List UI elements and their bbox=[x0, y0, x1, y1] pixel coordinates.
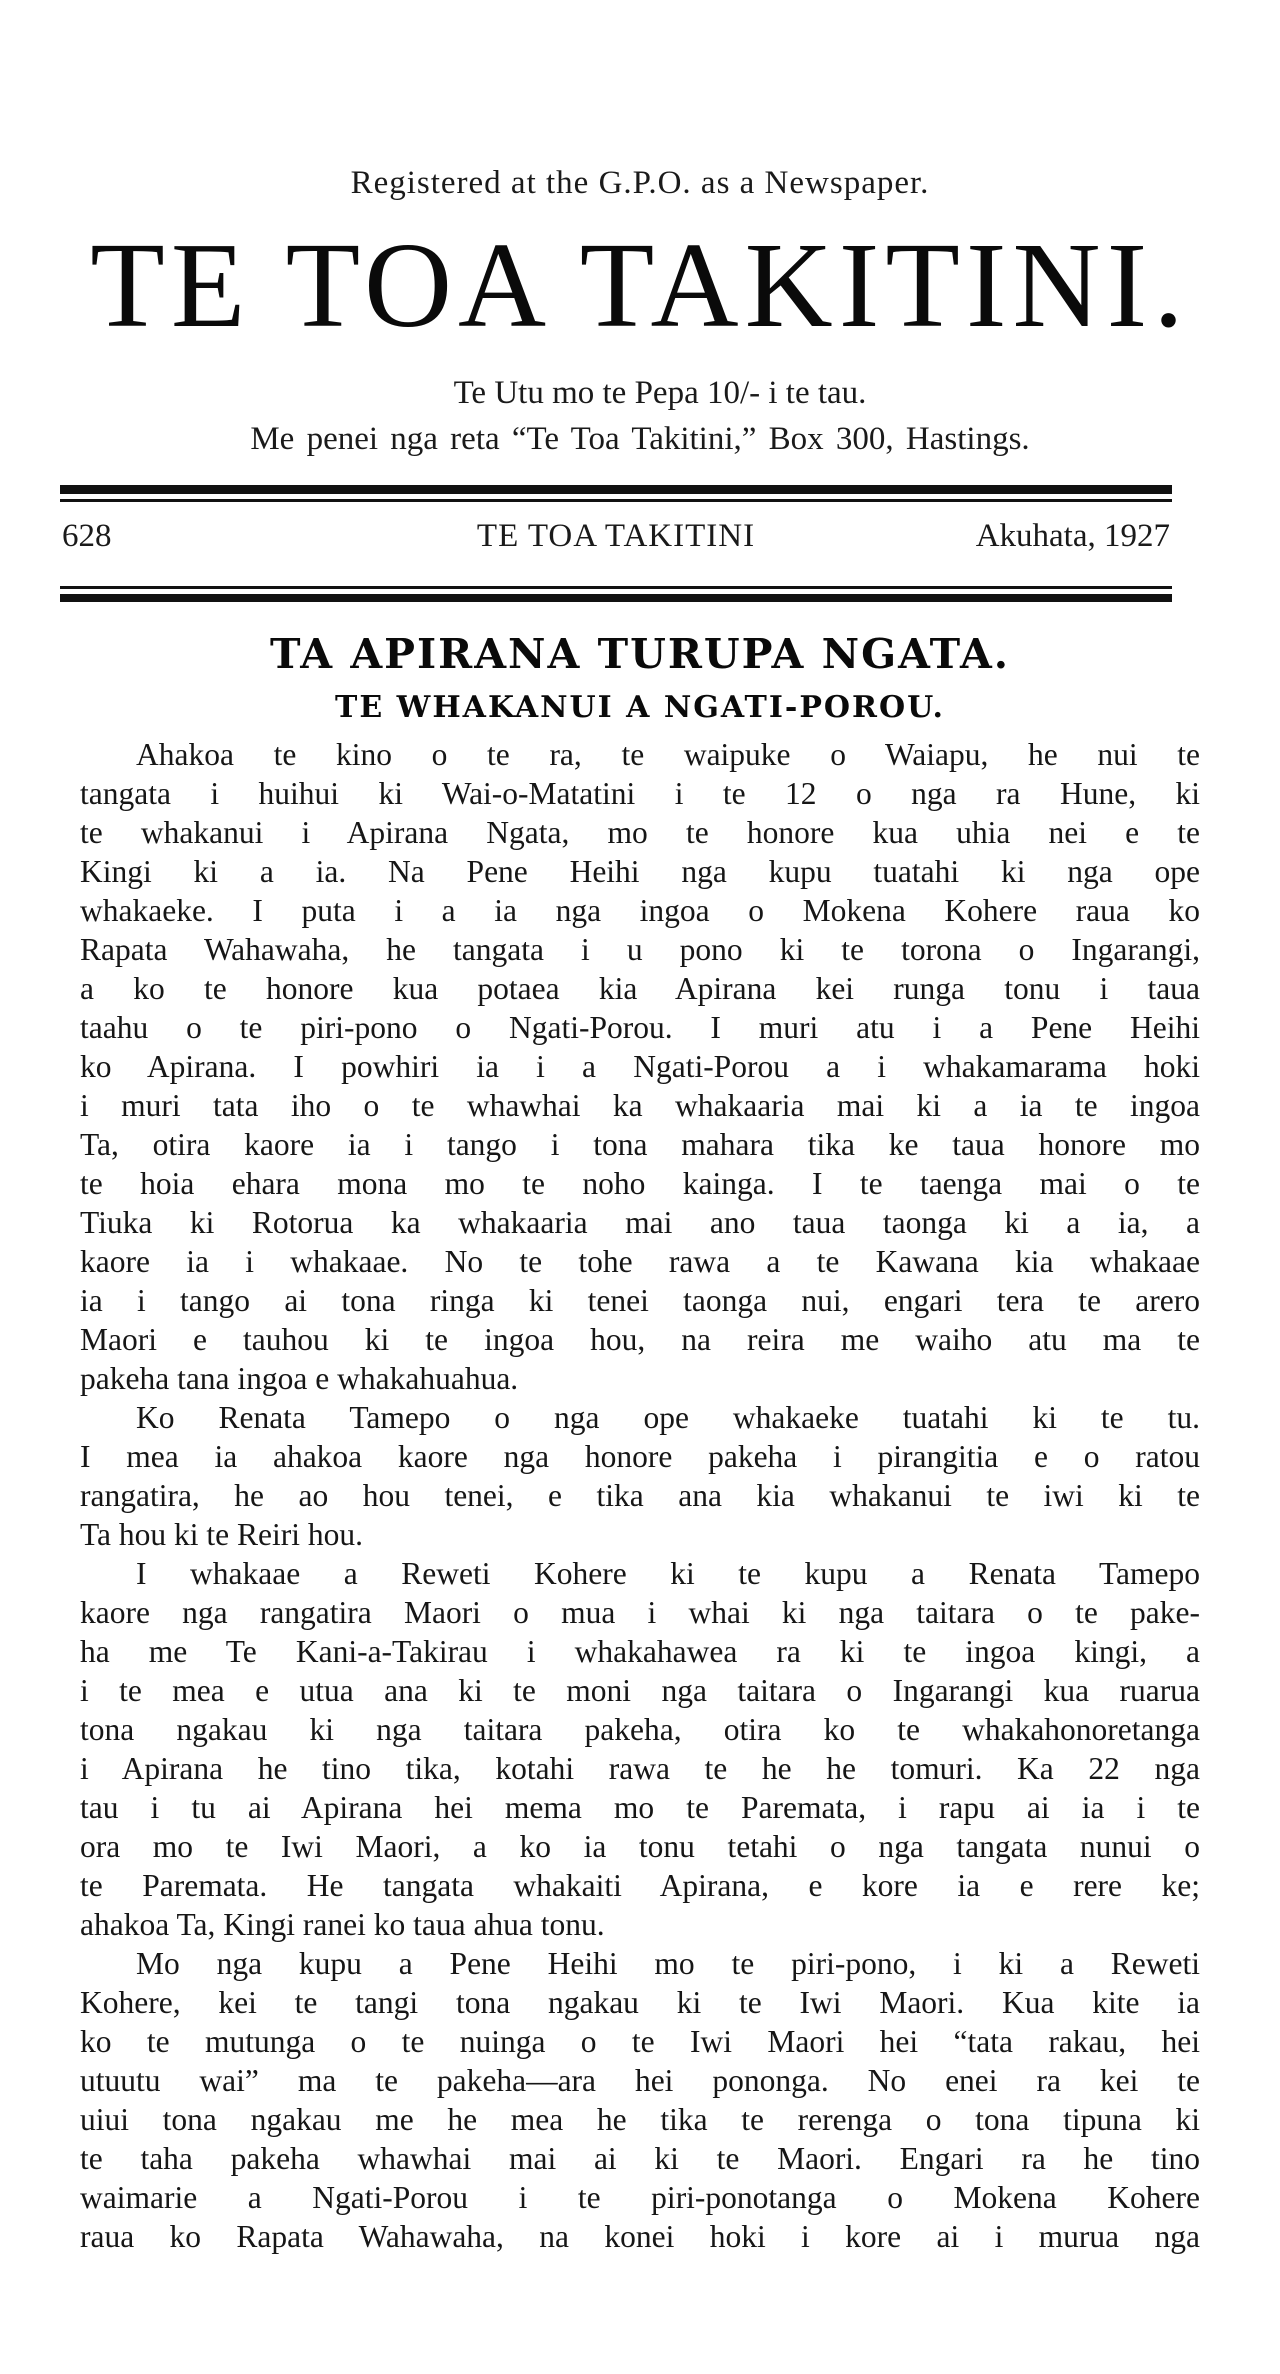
body-line: te taha pakeha whawhai mai ai ki te Maori. Engari ra he tino bbox=[80, 2141, 1200, 2176]
body-line: utuutu wai” ma te pakeha—ara hei pononga. No enei ra kei te bbox=[80, 2063, 1200, 2098]
body-line: ahakoa Ta, Kingi ranei ko taua ahua tonu. bbox=[80, 1907, 605, 1942]
body-line: I whakaae a Reweti Kohere ki te kupu a Renata Tamepo bbox=[136, 1556, 1200, 1591]
body-line: tau i tu ai Apirana hei mema mo te Paremata, i rapu ai ia i te bbox=[80, 1790, 1200, 1825]
body-line: Kohere, kei te tangi tona ngakau ki te Iwi Maori. Kua kite ia bbox=[80, 1985, 1200, 2020]
body-line: ora mo te Iwi Maori, a ko ia tonu tetahi o nga tangata nunui o bbox=[80, 1829, 1200, 1864]
header-rule-thin bbox=[60, 499, 1172, 502]
registration-notice: Registered at the G.P.O. as a Newspaper. bbox=[350, 165, 930, 201]
body-line: ko Apirana. I powhiri ia i a Ngati-Porou a i whakamarama hoki bbox=[80, 1049, 1200, 1084]
body-line: I mea ia ahakoa kaore nga honore pakeha i pirangitia e o ratou bbox=[80, 1439, 1200, 1474]
body-line: ha me Te Kani-a-Takirau i whakahawea ra ki te ingoa kingi, a bbox=[80, 1634, 1200, 1669]
body-line: Kingi ki a ia. Na Pene Heihi nga kupu tuatahi ki nga ope bbox=[80, 854, 1200, 889]
body-line: kaore ia i whakaae. No te tohe rawa a te Kawana kia whakaae bbox=[80, 1244, 1200, 1279]
folio-line bbox=[62, 518, 1170, 562]
body-line: rangatira, he ao hou tenei, e tika ana kia whakanui te iwi ki te bbox=[80, 1478, 1200, 1513]
header-rule-thick bbox=[60, 485, 1172, 494]
body-line: whakaeke. I puta i a ia nga ingoa o Mokena Kohere raua ko bbox=[80, 893, 1200, 928]
body-line: Ahakoa te kino o te ra, te waipuke o Waiapu, he nui te bbox=[136, 737, 1200, 772]
body-line: te Paremata. He tangata whakaiti Apirana, e kore ia e rere ke; bbox=[80, 1868, 1200, 1903]
body-line: ia i tango ai tona ringa ki tenei taonga nui, engari tera te arero bbox=[80, 1283, 1200, 1318]
body-line: Ta, otira kaore ia i tango i tona mahara tika ke taua honore mo bbox=[80, 1127, 1200, 1162]
article-body bbox=[80, 735, 1200, 2256]
body-line: ko te mutunga o te nuinga o te Iwi Maori hei “tata rakau, hei bbox=[80, 2024, 1200, 2059]
body-line: Maori e tauhou ki te ingoa hou, na reira me waiho atu ma te bbox=[80, 1322, 1200, 1357]
body-line: tona ngakau ki nga taitara pakeha, otira ko te whakahonoretanga bbox=[80, 1712, 1200, 1747]
body-line: raua ko Rapata Wahawaha, na konei hoki i kore ai i murua nga bbox=[80, 2219, 1200, 2254]
issue-date: Akuhata, 1927 bbox=[975, 518, 1170, 554]
body-line: kaore nga rangatira Maori o mua i whai ki nga taitara o te pake- bbox=[80, 1595, 1200, 1630]
body-line: te hoia ehara mona mo te noho kainga. I te taenga mai o te bbox=[80, 1166, 1200, 1201]
mailing-address: Me penei nga reta “Te Toa Takitini,” Box 300, Hastings. bbox=[250, 421, 1030, 457]
masthead-title: TE TOA TAKITINI. bbox=[90, 218, 1190, 353]
body-line: Mo nga kupu a Pene Heihi mo te piri-pono, i ki a Reweti bbox=[136, 1946, 1200, 1981]
body-line: Ta hou ki te Reiri hou. bbox=[80, 1517, 363, 1552]
subscription-price: Te Utu mo te Pepa 10/- i te tau. bbox=[453, 375, 867, 411]
folio-paper-name: TE TOA TAKITINI bbox=[476, 518, 756, 554]
body-line: te whakanui i Apirana Ngata, mo te honore kua uhia nei e te bbox=[80, 815, 1200, 850]
page-number: 628 bbox=[62, 518, 112, 554]
body-line: uiui tona ngakau me he mea he tika te rerenga o tona tipuna ki bbox=[80, 2102, 1200, 2137]
article-subheading: TE WHAKANUI A NGATI-POROU. bbox=[335, 690, 945, 725]
body-line: waimarie a Ngati-Porou i te piri-ponotanga o Mokena Kohere bbox=[80, 2180, 1200, 2215]
body-line: tangata i huihui ki Wai-o-Matatini i te 12 o nga ra Hune, ki bbox=[80, 776, 1200, 811]
body-line: Rapata Wahawaha, he tangata i u pono ki te torona o Ingarangi, bbox=[80, 932, 1200, 967]
folio-rule-thin bbox=[60, 586, 1172, 589]
folio-rule-thick bbox=[60, 594, 1172, 602]
article-headline: TA APIRANA TURUPA NGATA. bbox=[269, 630, 1011, 678]
body-line: i muri tata iho o te whawhai ka whakaaria mai ki a ia te ingoa bbox=[80, 1088, 1200, 1123]
body-line: Ko Renata Tamepo o nga ope whakaeke tuatahi ki te tu. bbox=[136, 1400, 1200, 1435]
body-line: pakeha tana ingoa e whakahuahua. bbox=[80, 1361, 519, 1396]
body-line: i te mea e utua ana ki te moni nga taitara o Ingarangi kua ruarua bbox=[80, 1673, 1200, 1708]
body-line: a ko te honore kua potaea kia Apirana kei runga tonu i taua bbox=[80, 971, 1200, 1006]
body-line: taahu o te piri-pono o Ngati-Porou. I muri atu i a Pene Heihi bbox=[80, 1010, 1200, 1045]
body-line: i Apirana he tino tika, kotahi rawa te he he tomuri. Ka 22 nga bbox=[80, 1751, 1200, 1786]
body-line: Tiuka ki Rotorua ka whakaaria mai ano taua taonga ki a ia, a bbox=[80, 1205, 1200, 1240]
